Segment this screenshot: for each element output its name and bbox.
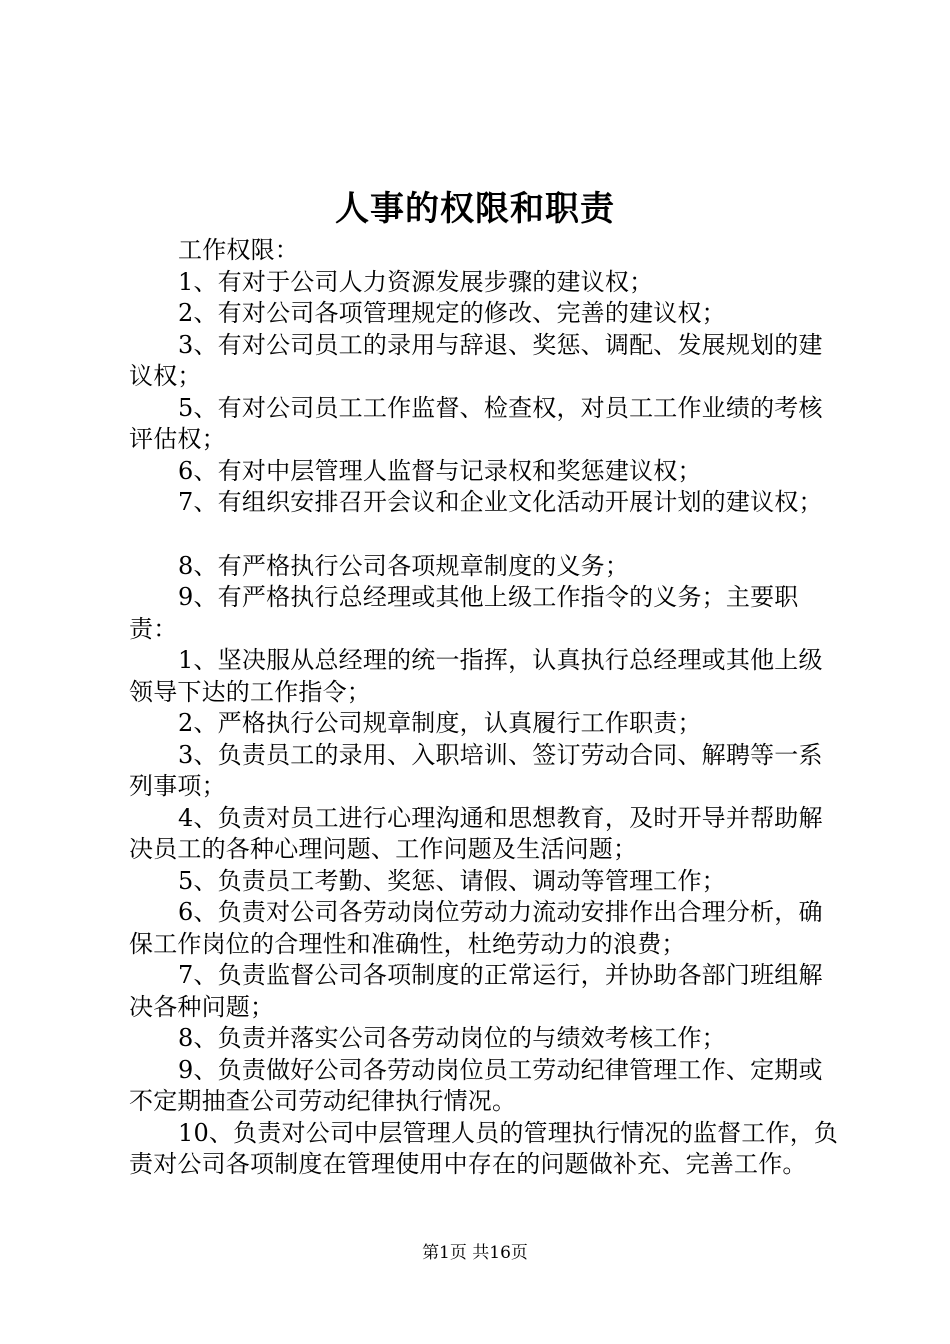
paragraph: 1、有对于公司人力资源发展步骤的建议权； (178, 267, 654, 296)
paragraph: 工作权限： (178, 236, 299, 264)
paragraph: 7、有组织安排召开会议和企业文化活动开展计划的建议权； (178, 488, 823, 516)
paragraph: 6、负责对公司各劳动岗位劳动力流动安排作出合理分析，确保工作岗位的合理性和准确性，杜绝劳动力的浪费； (129, 898, 823, 958)
paragraph: 10、负责对公司中层管理人员的管理执行情况的监督工作，负责对公司各项制度在管理使用中存在的问题做补充、完善工作。 (129, 1118, 839, 1178)
paragraph: 9、负责做好公司各劳动岗位员工劳动纪律管理工作、定期或不定期抽查公司劳动纪律执行情况。 (129, 1055, 823, 1115)
paragraph: 1、坚决服从总经理的统一指挥，认真执行总经理或其他上级领导下达的工作指令； (129, 646, 823, 706)
paragraph: 9、有严格执行总经理或其他上级工作指令的义务；主要职责： (129, 583, 799, 643)
page-number-footer: 第1页 共16页 (422, 1243, 528, 1263)
paragraph: 4、负责对员工进行心理沟通和思想教育，及时开导并帮助解决员工的各种心理问题、工作问题及生活问题； (129, 803, 823, 863)
blank-line (129, 519, 841, 551)
paragraph: 7、负责监督公司各项制度的正常运行，并协助各部门班组解决各种问题； (129, 961, 823, 1021)
paragraph: 5、有对公司员工工作监督、检查权，对员工工作业绩的考核评估权； (129, 393, 823, 453)
paragraph: 2、有对公司各项管理规定的修改、完善的建议权； (178, 299, 726, 327)
paragraph: 3、负责员工的录用、入职培训、签订劳动合同、解聘等一系列事项； (129, 740, 823, 800)
paragraph: 2、严格执行公司规章制度，认真履行工作职责； (178, 709, 702, 737)
paragraph: 3、有对公司员工的录用与辞退、奖惩、调配、发展规划的建议权； (129, 330, 823, 390)
document-title: 人事的权限和职责 (335, 189, 615, 229)
paragraph: 6、有对中层管理人监督与记录权和奖惩建议权； (178, 456, 702, 485)
paragraph: 8、有严格执行公司各项规章制度的义务； (178, 551, 630, 580)
paragraph: 5、负责员工考勤、奖惩、请假、调动等管理工作； (178, 866, 726, 895)
paragraph: 8、负责并落实公司各劳动岗位的与绩效考核工作； (178, 1024, 726, 1052)
document-body (129, 235, 841, 1181)
